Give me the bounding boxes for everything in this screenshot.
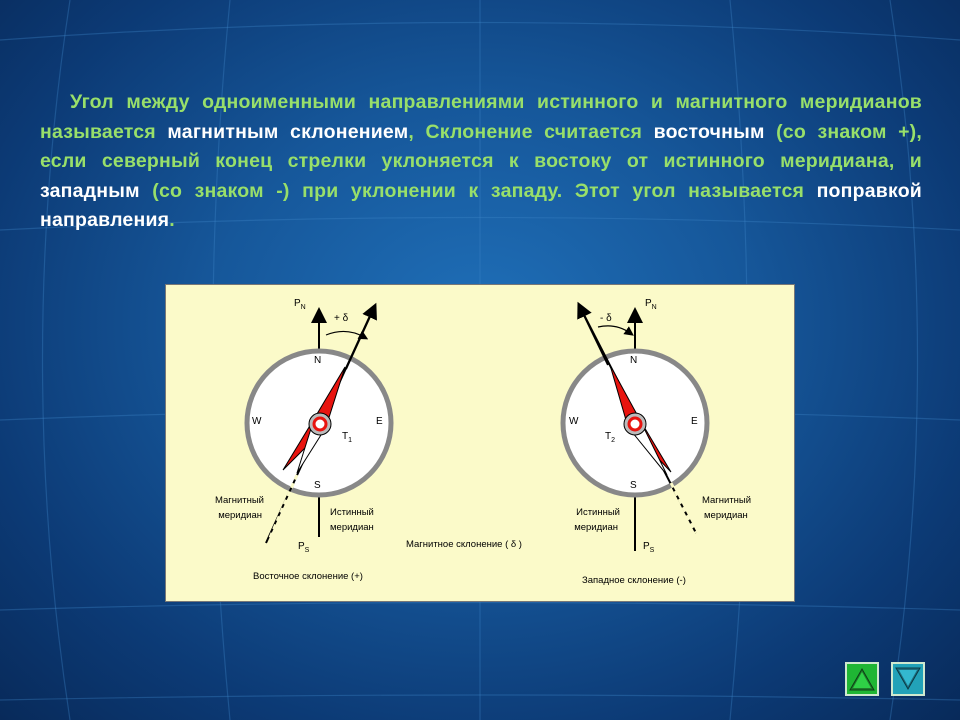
right-west-label: W xyxy=(569,416,579,427)
right-ps-label: $P_S$ xyxy=(643,541,655,554)
right-caption: Западное склонение (-) xyxy=(582,575,686,586)
prev-slide-button[interactable] xyxy=(891,662,925,696)
para-text-3: (со знаком +), если северный конец стрелки уклоняется к востоку от истинного меридиана, и xyxy=(40,120,922,172)
term-magnetic-declination: магнитным склонением xyxy=(167,120,409,143)
right-true-label-2: меридиан xyxy=(574,522,618,533)
left-compass xyxy=(215,298,391,582)
right-compass xyxy=(563,298,751,586)
declination-diagram xyxy=(166,285,794,601)
right-east-label: E xyxy=(691,416,698,427)
left-angle-arc xyxy=(326,331,364,337)
right-true-label: Истинный xyxy=(576,507,620,518)
right-magnetic-label: Магнитный xyxy=(702,495,752,506)
left-magnetic-label-2: меридиан xyxy=(218,510,262,521)
left-magnetic-label: Магнитный xyxy=(214,495,264,506)
right-center-label: $T_2$ xyxy=(605,431,616,444)
triangle-up-icon xyxy=(847,664,877,694)
right-south-label: S xyxy=(630,480,637,491)
term-western: западным xyxy=(40,179,140,202)
left-angle-label: + δ xyxy=(334,313,349,324)
left-north-label: N xyxy=(314,355,322,366)
para-text-1: Угол между одноименными направлениями истинного и магнитного меридианов называется xyxy=(40,91,922,143)
left-pn-label: $P_N$ xyxy=(294,298,306,311)
left-east-label: E xyxy=(376,416,383,427)
term-direction-correction: поправкой направления xyxy=(40,179,922,231)
left-ps-label: $P_S$ xyxy=(298,541,310,554)
description-paragraph xyxy=(40,88,922,236)
para-text-2: , Склонение считается xyxy=(408,120,654,143)
right-angle-label: - δ xyxy=(600,313,612,324)
left-west-label: W xyxy=(252,416,262,427)
triangle-down-icon xyxy=(893,664,923,694)
left-south-label: S xyxy=(314,480,321,491)
middle-caption: Магнитное склонение ( δ ) xyxy=(406,539,522,550)
para-text-5: . xyxy=(169,209,175,231)
right-pn-label: $P_N$ xyxy=(645,298,657,311)
right-magnetic-label-2: меридиан xyxy=(704,510,748,521)
term-eastern: восточным xyxy=(653,120,765,143)
left-center-label: $T_1$ xyxy=(342,431,353,444)
right-north-label: N xyxy=(630,355,638,366)
declination-diagram-panel xyxy=(165,284,795,602)
right-angle-arc xyxy=(598,326,630,333)
left-caption: Восточное склонение (+) xyxy=(253,571,363,582)
next-slide-button[interactable] xyxy=(845,662,879,696)
left-true-label-2: меридиан xyxy=(330,522,374,533)
para-text-4: (со знаком -) при уклонении к западу. Этот угол называется xyxy=(139,179,817,202)
left-true-label: Истинный xyxy=(330,507,374,518)
left-magnetic-north-arrow xyxy=(346,310,373,369)
